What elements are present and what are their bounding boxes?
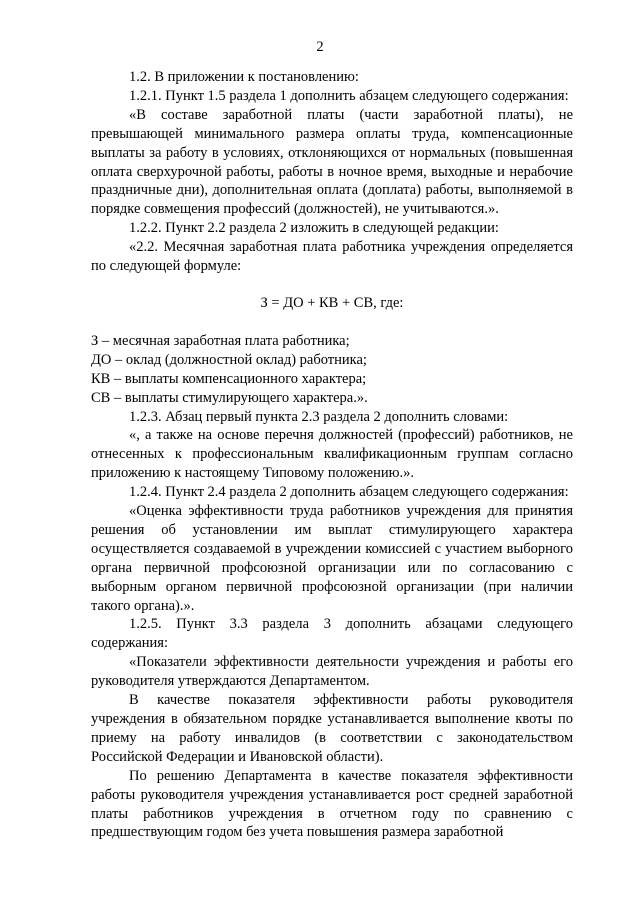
document-body xyxy=(91,68,573,842)
paragraph-1-2-2: 1.2.2. Пункт 2.2 раздела 2 изложить в следующей редакции: xyxy=(129,220,499,237)
paragraph-1-2-5: 1.2.5. Пункт 3.3 раздела 3 дополнить абзацами следующего содержания: xyxy=(91,616,573,652)
paragraph-1-2: 1.2. В приложении к постановлению: xyxy=(129,69,359,85)
quote-3-3-part-2: В качестве показателя эффективности работы руководителя учреждения в обязательном порядке устанавливается выполнение квоты по приему на работу инвалидов (в соответствии с законодательством Российской Федерации и Ивановской области). xyxy=(91,692,573,765)
quote-3-3-part-1: «Показатели эффективности деятельности учреждения и работы его руководителя утверждаются Департаментом. xyxy=(91,654,573,690)
formula-term-kv: КВ – выплаты компенсационного характера; xyxy=(91,370,367,387)
formula-term-z: З – месячная заработная плата работника; xyxy=(91,332,350,349)
salary-formula: З = ДО + КВ + СВ, где: xyxy=(260,294,404,311)
quote-2-3: «, а также на основе перечня должностей (профессий) работников, не отнесенных к профессиональным квалификационным группам согласно приложению к настоящему Типовому положению.». xyxy=(91,427,573,482)
paragraph-1-2-4: 1.2.4. Пункт 2.4 раздела 2 дополнить абзацем следующего содержания: xyxy=(129,484,569,501)
quote-2-4: «Оценка эффективности труда работников учреждения для принятия решения об установлении им выплат стимулирующего характера осуществляется создаваемой в учреждении комиссией с участием выборного органа первичной профсоюзной организации или по согласованию с выборным органом первичной профсоюзной организации (при наличии такого органа).». xyxy=(91,503,573,614)
quote-1-5: «В составе заработной платы (части заработной платы), не превышающей минимального размера оплаты труда, компенсационные выплаты за работу в условиях, отклоняющихся от нормальных (повышенная оплата сверхурочной работы, работы в ночное время, выходные и нерабочие праздничные дни), дополнительная оплата (доплата) работы, выполняемой в порядке совмещения профессий (должностей), не учитываются.». xyxy=(91,106,573,218)
formula-term-do: ДО – оклад (должностной оклад) работника; xyxy=(91,351,367,368)
formula-term-sv: СВ – выплаты стимулирующего характера.». xyxy=(91,389,368,406)
paragraph-1-2-1: 1.2.1. Пункт 1.5 раздела 1 дополнить абзацем следующего содержания: xyxy=(129,87,569,104)
page-number: 2 xyxy=(316,39,324,55)
quote-3-3-part-3: По решению Департамента в качестве показателя эффективности работы руководителя учреждения устанавливается рост средней заработной платы работников учреждения в отчетном году по сравнению с предшествующим годом без учета повышения размера заработной xyxy=(91,767,573,841)
paragraph-1-2-3: 1.2.3. Абзац первый пункта 2.3 раздела 2 дополнить словами: xyxy=(129,408,509,425)
quote-2-2: «2.2. Месячная заработная плата работника учреждения определяется по следующей формуле: xyxy=(91,239,573,275)
